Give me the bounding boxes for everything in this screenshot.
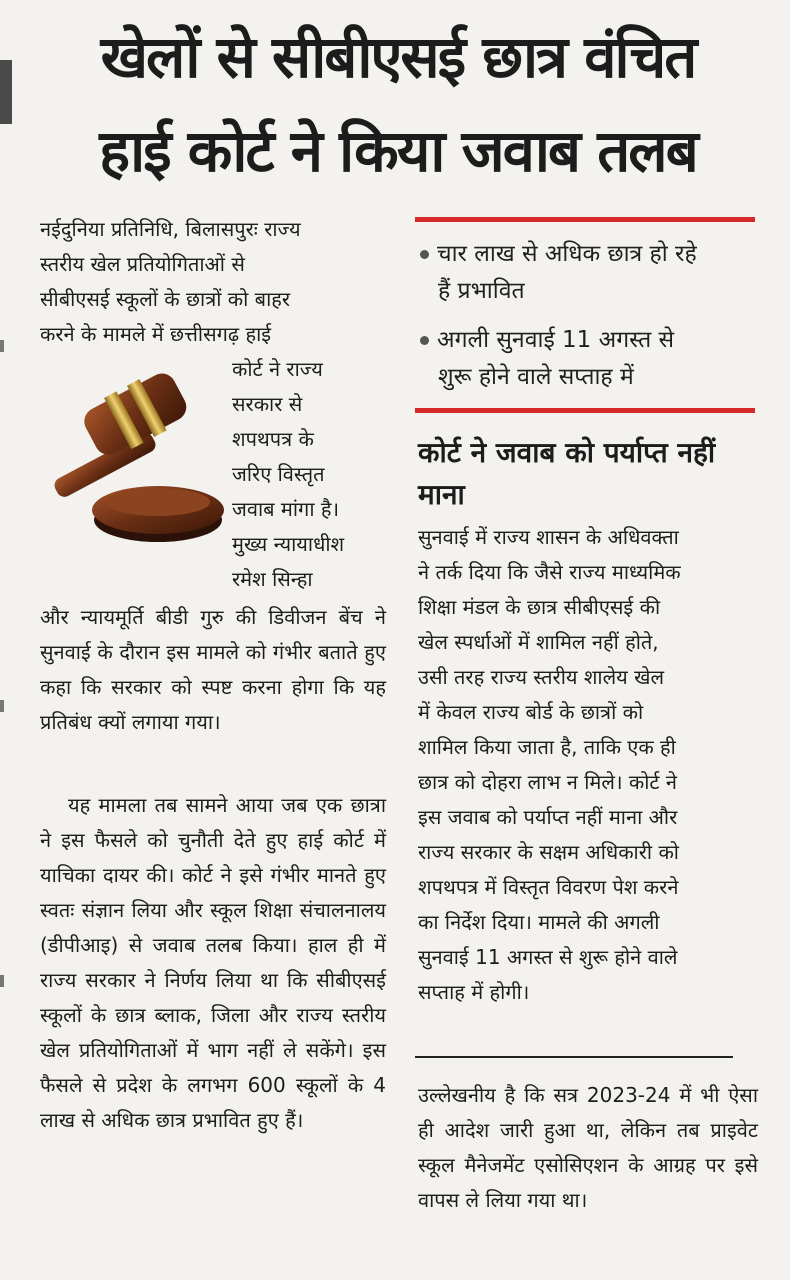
body-line: ने तर्क दिया कि जैसे राज्य माध्यमिक — [418, 560, 681, 584]
red-rule-bottom — [415, 408, 755, 413]
margin-edge-mark — [0, 975, 4, 987]
body-line: छात्र को दोहरा लाभ न मिले। कोर्ट ने — [418, 770, 677, 794]
left-column-beside-image — [232, 352, 386, 597]
highlight-line: हैं प्रभावित — [438, 278, 525, 304]
highlight-line: शुरू होने वाले सप्ताह में — [438, 364, 634, 390]
gavel-icon — [40, 360, 225, 555]
margin-edge-mark — [0, 700, 4, 712]
headline-line-1: खेलों से सीबीएसई छात्र वंचित — [100, 23, 696, 91]
body-line: सुनवाई 11 अगस्त से शुरू होने वाले — [418, 945, 678, 969]
body-line: इस जवाब को पर्याप्त नहीं माना और — [418, 805, 678, 829]
sidebar-body — [418, 520, 764, 1010]
sidebar-subheading: कोर्ट ने जवाब को पर्याप्त नहीं माना — [418, 436, 716, 511]
headline-line-2: हाई कोर्ट ने किया जवाब तलब — [99, 117, 697, 185]
bullet-icon — [420, 250, 429, 259]
body-line: खेल स्पर्धाओं में शामिल नहीं होते, — [418, 630, 659, 654]
highlight-line: अगली सुनवाई 11 अगस्त से — [437, 327, 675, 353]
body-line: का निर्देश दिया। मामले की अगली — [418, 910, 660, 934]
body-line: स्तरीय खेल प्रतियोगिताओं से — [40, 252, 245, 276]
sidebar-note: उल्लेखनीय है कि सत्र 2023-24 में भी ऐसा ही आदेश जारी हुआ था, लेकिन तब प्राइवेट स्कूल मैनेजमेंट एसोसिएशन के आग्रह पर इसे वापस ले लिया गया था। — [418, 1083, 758, 1212]
body-line: सुनवाई में राज्य शासन के अधिवक्ता — [418, 525, 679, 549]
body-line: राज्य सरकार के सक्षम अधिकारी को — [418, 840, 679, 864]
left-paragraph-2: यह मामला तब सामने आया जब एक छात्रा ने इस फैसले को चुनौती देते हुए हाई कोर्ट में याचिका दायर की। कोर्ट ने इसे गंभीर मानते हुए स्वतः संज्ञान लिया और स्कूल शिक्षा संचालनालय (डीपीआइ) से जवाब तलब किया। हाल ही में राज्य सरकार ने निर्णय लिया था कि सीबीएसई स्कूलों के छात्र ब्लाक, जिला और राज्य स्तरीय खेल प्रतियोगिताओं में भाग नहीं ले सकेंगे। इस फैसले से प्रदेश के लगभग 600 स्कूलों के 4 लाख से अधिक छात्र प्रभावित हुए हैं। — [40, 793, 386, 1132]
red-rule-top — [415, 217, 755, 222]
body-line: सप्ताह में होगी। — [418, 980, 530, 1004]
margin-edge-mark — [0, 340, 4, 352]
body-line: जरिए विस्तृत — [232, 462, 325, 486]
body-line: मुख्य न्यायाधीश — [232, 532, 345, 556]
body-line: करने के मामले में छत्तीसगढ़ हाई — [40, 322, 272, 346]
body-line: उसी तरह राज्य स्तरीय शालेय खेल — [418, 665, 665, 689]
highlight-item — [420, 236, 760, 310]
body-line: रमेश सिन्हा — [232, 567, 313, 591]
body-line: शपथपत्र में विस्तृत विवरण पेश करने — [418, 875, 679, 899]
highlight-line: चार लाख से अधिक छात्र हो रहे — [437, 241, 697, 267]
left-paragraph-1-rest: और न्यायमूर्ति बीडी गुरु की डिवीजन बेंच ने सुनवाई के दौरान इस मामले को गंभीर बताते हुए कहा कि सरकार को स्पष्ट करना होगा कि यह प्रतिबंध क्यों लगाया गया। — [40, 605, 386, 734]
body-line: जवाब मांगा है। — [232, 497, 340, 521]
body-line: शामिल किया जाता है, ताकि एक ही — [418, 735, 676, 759]
margin-edge-bar — [0, 60, 12, 124]
section-divider — [415, 1056, 733, 1058]
body-line: शिक्षा मंडल के छात्र सीबीएसई की — [418, 595, 661, 619]
body-line: सीबीएसई स्कूलों के छात्रों को बाहर — [40, 287, 291, 311]
headline — [28, 10, 768, 198]
bullet-icon — [420, 336, 429, 345]
body-line: सरकार से — [232, 392, 303, 416]
body-line: शपथपत्र के — [232, 427, 314, 451]
highlight-item — [420, 322, 760, 396]
body-line: नईदुनिया प्रतिनिधि, बिलासपुरः राज्य — [40, 217, 301, 241]
body-line: में केवल राज्य बोर्ड के छात्रों को — [418, 700, 644, 724]
body-line: कोर्ट ने राज्य — [232, 357, 323, 381]
left-column-top — [40, 212, 386, 352]
